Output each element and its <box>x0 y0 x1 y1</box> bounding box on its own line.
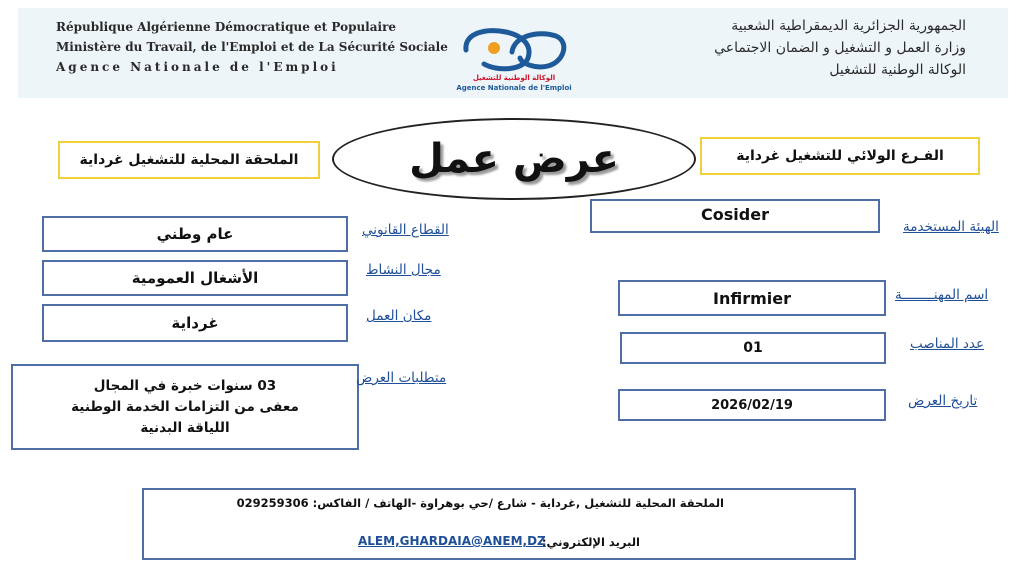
footer-email-label: البريد الإلكتروني: <box>541 535 640 549</box>
legal-sector-field: عام وطني <box>42 216 348 252</box>
footer-address: الملحقة المحلية للتشغيل ,غرداية - شارع /حي بوهراوة -الهاتف / الفاكس: 029259306 <box>236 496 724 510</box>
branch-local-box: الملحقة المحلية للتشغيل غرداية <box>58 141 320 179</box>
logo-fr-caption: Agence Nationale de l'Emploi <box>456 84 572 92</box>
requirement-item: اللياقة البدنية <box>140 419 230 436</box>
logo-ar-caption: الوكالة الوطنية للتشغيل <box>472 74 556 82</box>
legal-sector-label: القطاع القانوني <box>362 222 449 238</box>
letterhead <box>18 8 1008 98</box>
header-fr-line3: Agence Nationale de l'Emploi <box>56 60 339 74</box>
requirements-label: متطلبات العرض <box>356 370 447 386</box>
job-title-field: Infirmier <box>618 280 886 316</box>
anem-logo-icon <box>458 18 570 76</box>
footer-email-link[interactable]: ALEM,GHARDAIA@ANEM,DZ <box>358 534 546 548</box>
activity-label: مجال النشاط <box>366 262 441 278</box>
header-ar-line2: وزارة العمل و التشغيل و الضمان الاجتماعي <box>714 40 966 56</box>
employer-field: Cosider <box>590 199 880 233</box>
requirement-item: 03 سنوات خبرة في المجال <box>93 377 277 394</box>
header-ar-line3: الوكالة الوطنية للتشغيل <box>829 62 966 78</box>
positions-label: عدد المناصب <box>910 336 985 352</box>
positions-field: 01 <box>620 332 886 364</box>
offer-date-field: 2026/02/19 <box>618 389 886 421</box>
page-title: عرض عمل <box>409 136 619 182</box>
job-title-label: اسم المهنــــــــة <box>895 287 989 303</box>
employer-label: الهيئة المستخدمة <box>903 219 999 235</box>
activity-field: الأشغال العمومية <box>42 260 348 296</box>
header-fr-line2: Ministère du Travail, de l'Emploi et de La Sécurité Sociale <box>56 40 448 54</box>
requirement-item: معفى من التزامات الخدمة الوطنية <box>71 398 299 415</box>
header-fr-line1: République Algérienne Démocratique et Populaire <box>56 20 397 34</box>
work-location-field: غرداية <box>42 304 348 342</box>
branch-wilaya-box: الفـرع الولائي للتشغيل غرداية <box>700 137 980 175</box>
requirements-box <box>11 364 359 450</box>
contact-footer <box>142 488 856 560</box>
work-location-label: مكان العمل <box>366 308 432 324</box>
offer-date-label: تاريخ العرض <box>908 393 978 409</box>
header-ar-line1: الجمهورية الجزائرية الديمقراطية الشعبية <box>731 18 966 34</box>
